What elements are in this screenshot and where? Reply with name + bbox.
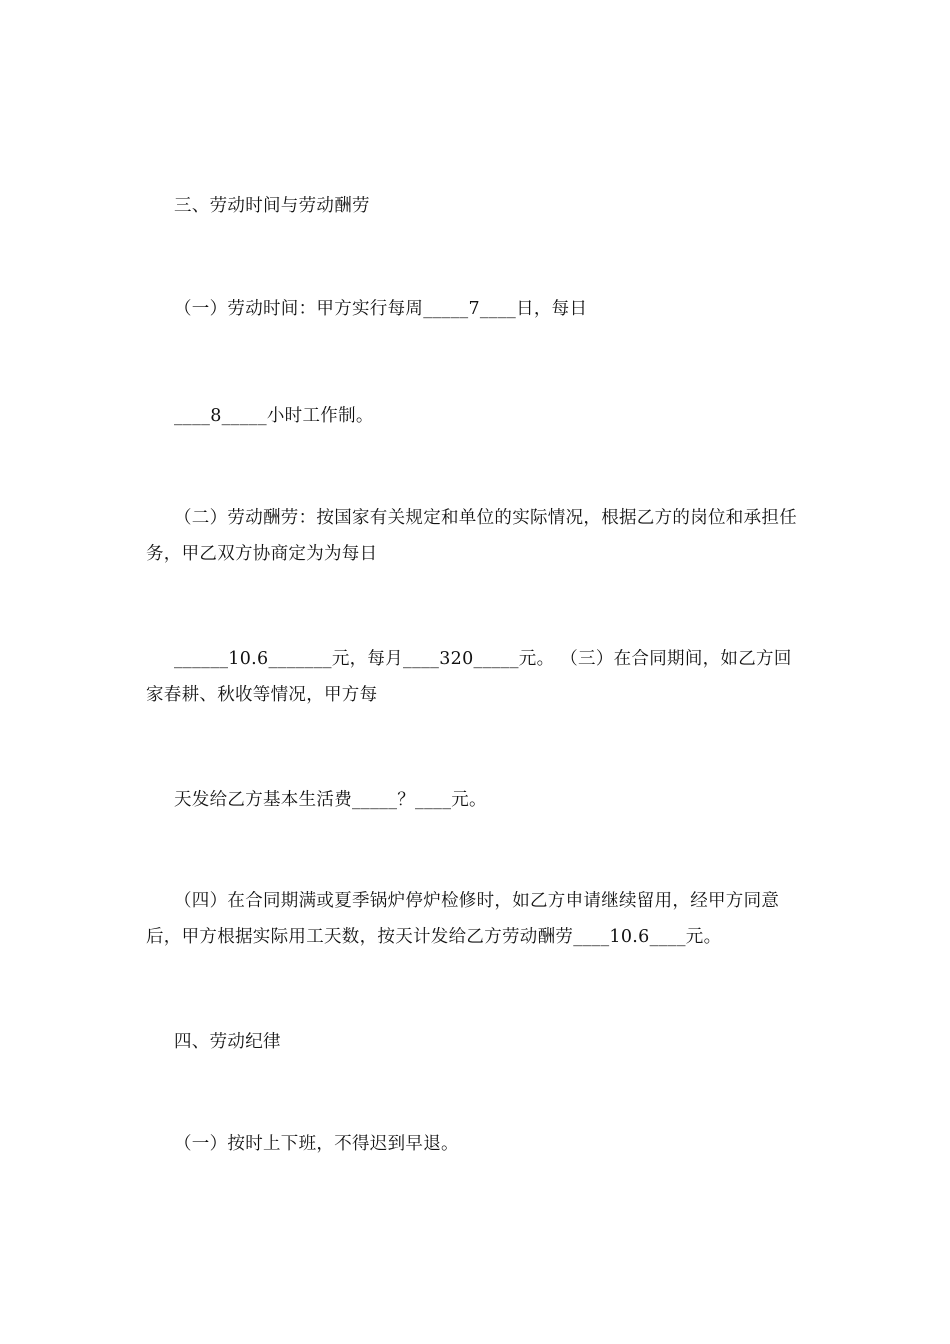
living-allowance-paragraph: 天发给乙方基本生活费_____？____元。 — [174, 790, 487, 810]
work-hours-continuation: ____8_____小时工作制。 — [174, 406, 374, 426]
work-hours-paragraph: （一）劳动时间：甲方实行每周_____7____日，每日 — [174, 299, 588, 319]
pay-paragraph: （二）劳动酬劳：按国家有关规定和单位的实际情况，根据乙方的岗位和承担任务，甲乙双方协商定为为每日 — [146, 508, 797, 564]
extension-pay-paragraph: （四）在合同期满或夏季锅炉停炉检修时，如乙方申请继续留用，经甲方同意后，甲方根据实际用工天数，按天计发给乙方劳动酬劳____10.6____元。 — [146, 891, 780, 947]
pay-amount-paragraph: ______10.6_______元，每月____320_____元。 （三）在合同期间，如乙方回家春耕、秋收等情况，甲方每 — [146, 649, 792, 705]
discipline-item-1: （一）按时上下班，不得迟到早退。 — [174, 1134, 459, 1154]
section-3-heading: 三、劳动时间与劳动酬劳 — [174, 196, 370, 216]
section-4-heading: 四、劳动纪律 — [174, 1032, 281, 1052]
